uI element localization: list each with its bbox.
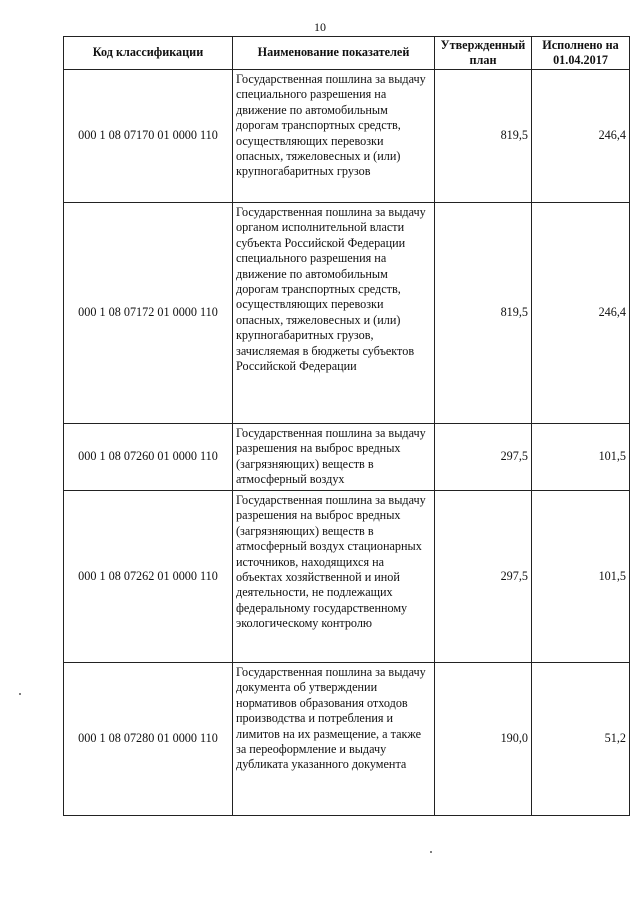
header-classification-code: Код классификации [64, 37, 233, 70]
executed-cell: 101,5 [532, 491, 630, 663]
scan-speck [19, 693, 21, 695]
table-row [64, 663, 630, 816]
executed-cell: 51,2 [532, 663, 630, 816]
classification-code-cell: 000 1 08 07262 01 0000 110 [64, 491, 233, 663]
header-indicator-name: Наименование показателей [233, 37, 435, 70]
executed-cell: 246,4 [532, 203, 630, 424]
approved-plan-cell: 190,0 [435, 663, 532, 816]
table-row [64, 424, 630, 491]
indicator-name-cell: Государственная пошлина за выдачу разрешения на выброс вредных (загрязняющих) веществ в атмосферный воздух стационарных источников, находящихся на объектах хозяйственной и иной деятельности, не подлежащих федеральному государственному экологическому контролю [233, 491, 435, 663]
table-row [64, 70, 630, 203]
scan-speck [430, 851, 432, 853]
table-header-row [64, 37, 630, 70]
header-executed: Исполнено на 01.04.2017 [532, 37, 630, 70]
budget-execution-table [63, 36, 630, 816]
classification-code-cell: 000 1 08 07280 01 0000 110 [64, 663, 233, 816]
table-row [64, 203, 630, 424]
page-number: 10 [314, 20, 326, 34]
approved-plan-cell: 297,5 [435, 491, 532, 663]
indicator-name-cell: Государственная пошлина за выдачу специального разрешения на движение по автомобильным дорогам транспортных средств, осуществляющих перевозки опасных, тяжеловесных и (или) крупногабаритных грузов [233, 70, 435, 203]
classification-code-cell: 000 1 08 07260 01 0000 110 [64, 424, 233, 491]
classification-code-cell: 000 1 08 07172 01 0000 110 [64, 203, 233, 424]
header-approved-plan: Утвержденный план [435, 37, 532, 70]
approved-plan-cell: 297,5 [435, 424, 532, 491]
approved-plan-cell: 819,5 [435, 70, 532, 203]
indicator-name-cell: Государственная пошлина за выдачу документа об утверждении нормативов образования отходов производства и потребления и лимитов на их размещение, а также за переоформление и выдачу дубликата указанного документа [233, 663, 435, 816]
executed-cell: 246,4 [532, 70, 630, 203]
executed-cell: 101,5 [532, 424, 630, 491]
table-row [64, 491, 630, 663]
classification-code-cell: 000 1 08 07170 01 0000 110 [64, 70, 233, 203]
indicator-name-cell: Государственная пошлина за выдачу органом исполнительной власти субъекта Российской Федерации специального разрешения на движение по автомобильным дорогам транспортных средств, осуществляющих перевозки опасных, тяжеловесных и (или) крупногабаритных грузов, зачисляемая в бюджеты субъектов Российской Федерации [233, 203, 435, 424]
indicator-name-cell: Государственная пошлина за выдачу разрешения на выброс вредных (загрязняющих) веществ в атмосферный воздух [233, 424, 435, 491]
approved-plan-cell: 819,5 [435, 203, 532, 424]
